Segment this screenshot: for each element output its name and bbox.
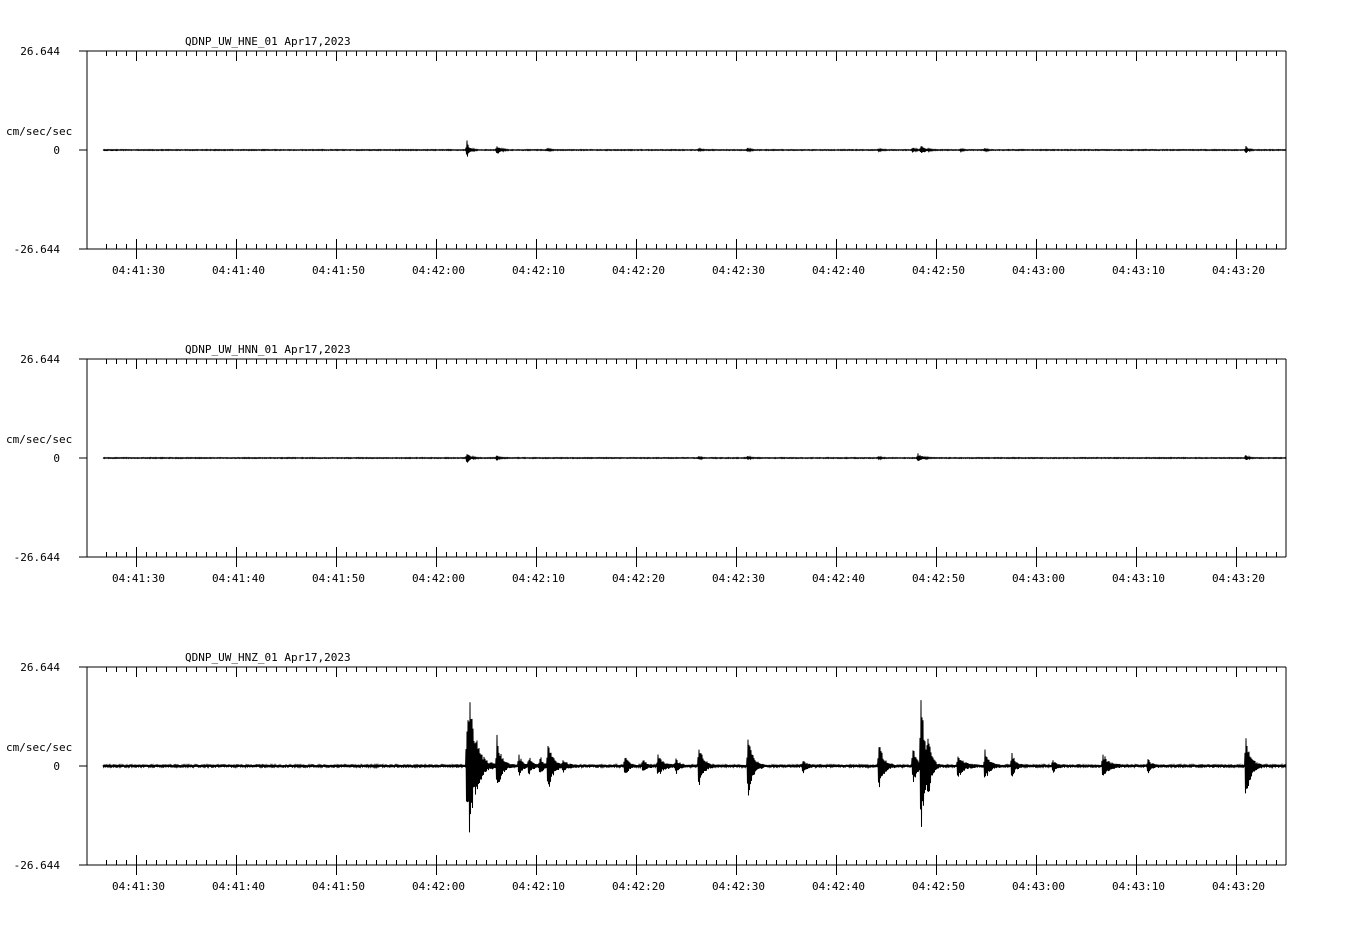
x-tick-label: 04:43:00 <box>1012 264 1065 277</box>
x-tick-label: 04:41:30 <box>112 572 165 585</box>
x-tick-label: 04:42:50 <box>912 572 965 585</box>
x-tick-label: 04:42:40 <box>812 880 865 893</box>
x-tick-label: 04:43:20 <box>1212 880 1265 893</box>
x-tick-label: 04:41:50 <box>312 572 365 585</box>
x-tick-label: 04:42:30 <box>712 264 765 277</box>
y-tick-label: 26.644 <box>20 353 60 366</box>
x-tick-label: 04:42:10 <box>512 880 565 893</box>
x-tick-label: 04:41:50 <box>312 880 365 893</box>
y-tick-label: 0 <box>53 452 60 465</box>
x-tick-label: 04:41:30 <box>112 264 165 277</box>
x-tick-label: 04:41:40 <box>212 264 265 277</box>
x-tick-label: 04:43:20 <box>1212 264 1265 277</box>
x-tick-label: 04:42:30 <box>712 880 765 893</box>
x-tick-label: 04:42:20 <box>612 264 665 277</box>
x-tick-label: 04:42:50 <box>912 880 965 893</box>
x-tick-label: 04:41:50 <box>312 264 365 277</box>
chart-title: QDNP_UW_HNZ_01 Apr17,2023 <box>185 651 351 664</box>
x-tick-label: 04:42:30 <box>712 572 765 585</box>
x-tick-label: 04:42:10 <box>512 264 565 277</box>
x-tick-label: 04:43:00 <box>1012 880 1065 893</box>
y-tick-label: 0 <box>53 760 60 773</box>
x-tick-label: 04:41:30 <box>112 880 165 893</box>
y-tick-label: -26.644 <box>13 243 60 256</box>
waveform-trace <box>103 700 1286 832</box>
chart-panel-2 <box>6 343 1286 585</box>
y-axis-label: cm/sec/sec <box>6 741 73 754</box>
x-tick-label: 04:42:40 <box>812 264 865 277</box>
y-tick-label: 0 <box>53 144 60 157</box>
x-tick-label: 04:41:40 <box>212 880 265 893</box>
chart-title: QDNP_UW_HNN_01 Apr17,2023 <box>185 343 351 356</box>
chart-panel-3 <box>6 651 1286 893</box>
y-axis-label: cm/sec/sec <box>6 433 73 446</box>
x-tick-label: 04:42:10 <box>512 572 565 585</box>
x-tick-label: 04:43:00 <box>1012 572 1065 585</box>
x-tick-label: 04:42:00 <box>412 572 465 585</box>
waveform-trace <box>103 453 1286 462</box>
chart-title: QDNP_UW_HNE_01 Apr17,2023 <box>185 35 351 48</box>
y-axis-label: cm/sec/sec <box>6 125 73 138</box>
x-tick-label: 04:42:40 <box>812 572 865 585</box>
x-tick-label: 04:43:10 <box>1112 880 1165 893</box>
x-tick-label: 04:42:50 <box>912 264 965 277</box>
y-tick-label: -26.644 <box>13 551 60 564</box>
x-tick-label: 04:42:20 <box>612 572 665 585</box>
x-tick-label: 04:41:40 <box>212 572 265 585</box>
y-tick-label: -26.644 <box>13 859 60 872</box>
x-tick-label: 04:42:00 <box>412 880 465 893</box>
x-tick-label: 04:43:10 <box>1112 264 1165 277</box>
x-tick-label: 04:42:20 <box>612 880 665 893</box>
x-tick-label: 04:43:20 <box>1212 572 1265 585</box>
x-tick-label: 04:43:10 <box>1112 572 1165 585</box>
x-tick-label: 04:42:00 <box>412 264 465 277</box>
y-tick-label: 26.644 <box>20 45 60 58</box>
y-tick-label: 26.644 <box>20 661 60 674</box>
waveform-trace <box>103 141 1286 157</box>
chart-panel-1 <box>6 35 1286 277</box>
